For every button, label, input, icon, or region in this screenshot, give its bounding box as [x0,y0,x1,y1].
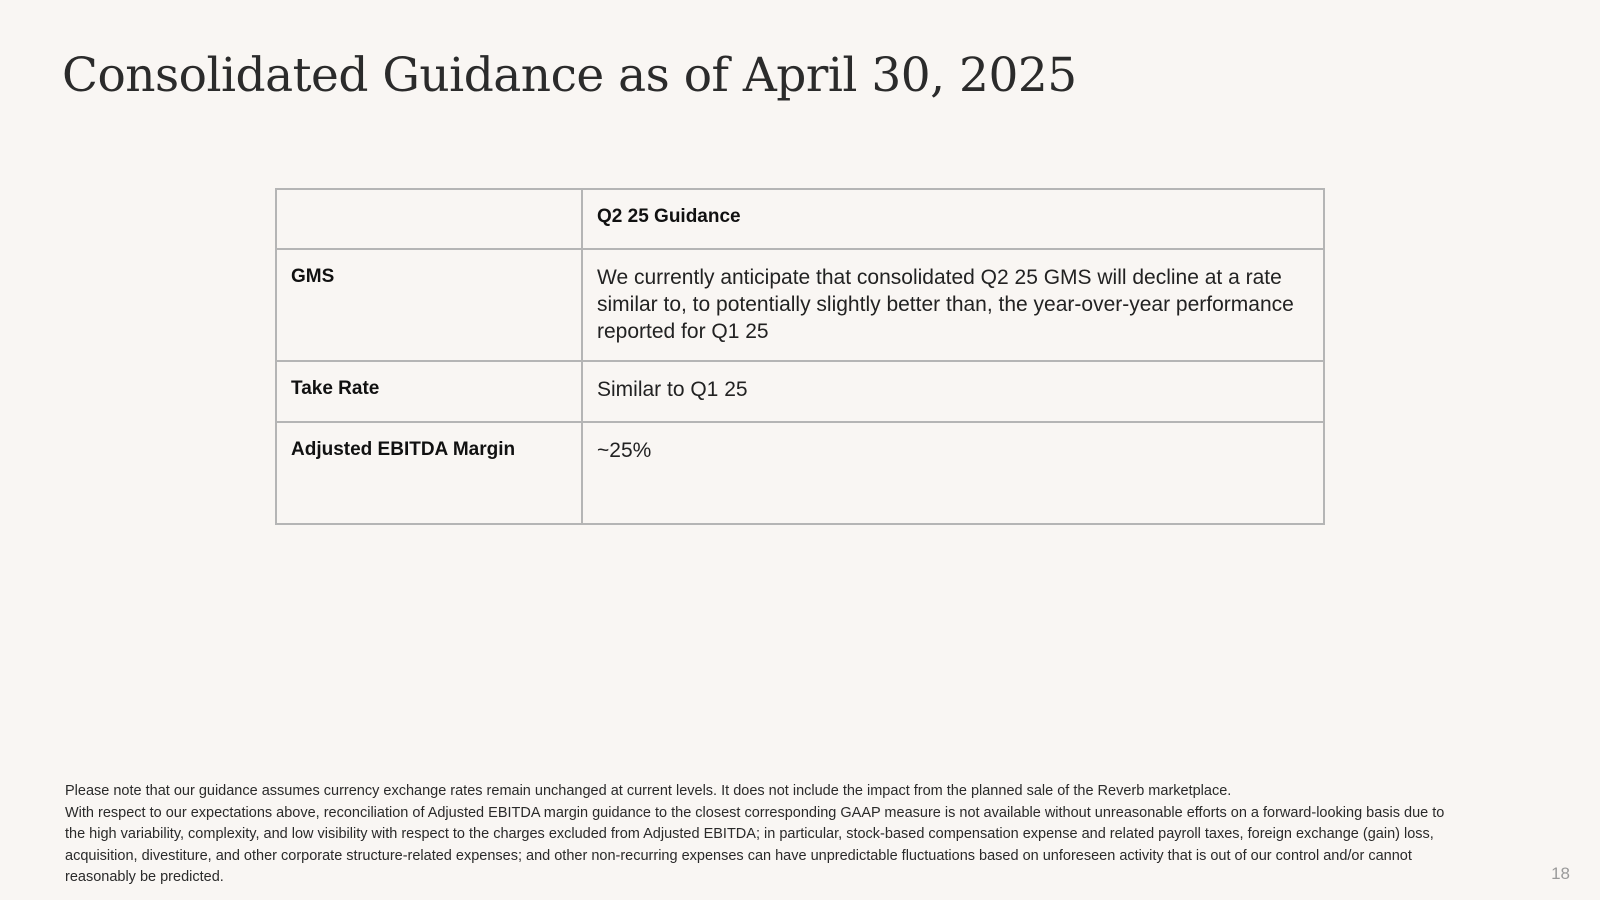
header-empty-cell [276,189,582,249]
table-row-take-rate [276,361,1324,422]
row-value-take-rate: Similar to Q1 25 [582,361,1324,422]
table-row-adjusted-ebitda-margin [276,422,1324,524]
header-q2-guidance: Q2 25 Guidance [582,189,1324,249]
row-value-adjusted-ebitda-margin: ~25% [582,422,1324,524]
row-value-gms: We currently anticipate that consolidated Q2 25 GMS will decline at a rate similar to, to potentially slightly better than, the year-over-year performance reported for Q1 25 [582,249,1324,361]
row-label-adjusted-ebitda-margin: Adjusted EBITDA Margin [276,422,582,524]
page-title: Consolidated Guidance as of April 30, 2025 [62,48,1077,103]
row-label-take-rate: Take Rate [276,361,582,422]
guidance-table [275,188,1325,525]
footnote-currency: Please note that our guidance assumes currency exchange rates remain unchanged at current levels. It does not include the impact from the planned sale of the Reverb marketplace. [65,783,1232,799]
table-row-gms [276,249,1324,361]
page-number: 18 [1551,864,1570,883]
footnotes [65,781,1465,889]
row-label-gms: GMS [276,249,582,361]
footnote-reconciliation: With respect to our expectations above, reconciliation of Adjusted EBITDA margin guidance to the closest corresponding GAAP measure is not available without unreasonable efforts on a forward-looking basis due to the high variability, complexity, and low visibility with respect to the charges excluded from Adjusted EBITDA; in particular, stock-based compensation expense and related payroll taxes, foreign exchange (gain) loss, acquisition, divestiture, and other corporate structure-related expenses; and other non-recurring expenses can have unpredictable fluctuations based on unforeseen activity that is out of our control and/or cannot reasonably be predicted. [65,804,1445,885]
table-header-row [276,189,1324,249]
